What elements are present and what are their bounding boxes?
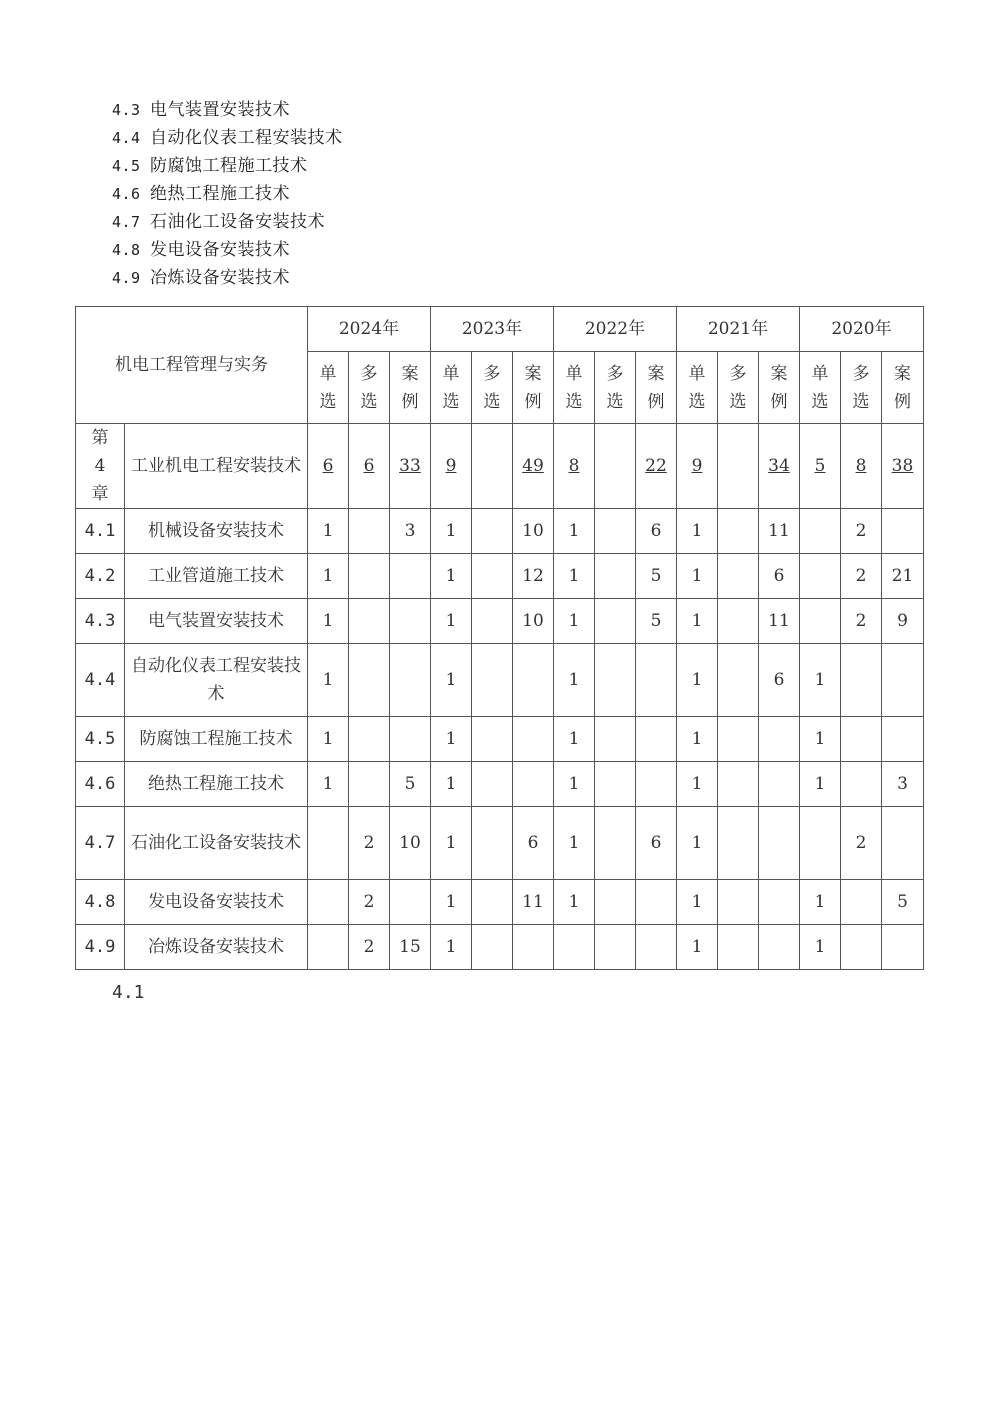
toc-item-number: 4.4: [112, 129, 141, 147]
table-row: [76, 807, 924, 880]
count-cell: 1: [677, 554, 718, 599]
count-cell: 1: [308, 644, 349, 717]
chapter-count-cell[interactable]: 33: [390, 424, 431, 509]
section-title: 防腐蚀工程施工技术: [125, 717, 308, 762]
type-header: 单选: [554, 352, 595, 424]
count-cell: 12: [513, 554, 554, 599]
count-cell: [595, 644, 636, 717]
chapter-count-cell[interactable]: 9: [677, 424, 718, 509]
toc-item-title: 石油化工设备安装技术: [150, 212, 325, 232]
toc-item-title: 电气装置安装技术: [150, 100, 290, 120]
chapter-count-cell[interactable]: 22: [636, 424, 677, 509]
count-cell: 5: [882, 880, 924, 925]
section-number: 4.5: [76, 717, 125, 762]
toc-item: [112, 180, 343, 208]
count-cell: 10: [513, 509, 554, 554]
footer-section-number: 4.1: [112, 982, 145, 1003]
count-cell: [349, 554, 390, 599]
table-row: [76, 599, 924, 644]
count-cell: [513, 762, 554, 807]
count-cell: [513, 644, 554, 717]
count-cell: 1: [677, 880, 718, 925]
count-cell: [595, 762, 636, 807]
count-cell: [718, 717, 759, 762]
count-cell: 11: [759, 599, 800, 644]
count-cell: [472, 599, 513, 644]
count-cell: [882, 509, 924, 554]
count-cell: [718, 762, 759, 807]
count-cell: [759, 717, 800, 762]
count-cell: 2: [841, 599, 882, 644]
chapter-number[interactable]: 第4章: [76, 424, 125, 509]
count-cell: [595, 880, 636, 925]
count-cell: [718, 644, 759, 717]
count-cell: [472, 717, 513, 762]
toc-item-number: 4.3: [112, 101, 141, 119]
count-cell: [718, 925, 759, 970]
count-cell: 9: [882, 599, 924, 644]
count-cell: 1: [431, 807, 472, 880]
count-cell: 2: [841, 509, 882, 554]
count-cell: 1: [554, 554, 595, 599]
count-cell: 1: [308, 509, 349, 554]
count-cell: 2: [841, 554, 882, 599]
count-cell: 6: [513, 807, 554, 880]
count-cell: [882, 807, 924, 880]
count-cell: 1: [554, 807, 595, 880]
chapter-count-cell[interactable]: 6: [349, 424, 390, 509]
count-cell: [718, 880, 759, 925]
count-cell: [882, 644, 924, 717]
count-cell: 1: [677, 509, 718, 554]
count-cell: 5: [390, 762, 431, 807]
count-cell: [308, 807, 349, 880]
toc-item-title: 自动化仪表工程安装技术: [150, 128, 343, 148]
count-cell: 1: [431, 644, 472, 717]
count-cell: 1: [677, 717, 718, 762]
section-title: 发电设备安装技术: [125, 880, 308, 925]
count-cell: [513, 717, 554, 762]
chapter-count-cell[interactable]: 38: [882, 424, 924, 509]
toc-item: [112, 208, 343, 236]
count-cell: [800, 599, 841, 644]
section-title: 自动化仪表工程安装技术: [125, 644, 308, 717]
count-cell: [349, 599, 390, 644]
table-row: [76, 554, 924, 599]
section-number: 4.2: [76, 554, 125, 599]
count-cell: [349, 644, 390, 717]
year-header: 2021年: [677, 307, 800, 352]
section-title: 工业管道施工技术: [125, 554, 308, 599]
type-header: 案例: [513, 352, 554, 424]
count-cell: 11: [513, 880, 554, 925]
section-number: 4.4: [76, 644, 125, 717]
type-header: 案例: [882, 352, 924, 424]
count-cell: [308, 880, 349, 925]
count-cell: [718, 509, 759, 554]
count-cell: [718, 554, 759, 599]
chapter-count-cell[interactable]: [472, 424, 513, 509]
count-cell: [472, 807, 513, 880]
count-cell: 1: [554, 599, 595, 644]
count-cell: 1: [800, 717, 841, 762]
chapter-title[interactable]: 工业机电工程安装技术: [125, 424, 308, 509]
count-cell: [636, 717, 677, 762]
toc-item-title: 防腐蚀工程施工技术: [150, 156, 308, 176]
count-cell: 6: [636, 509, 677, 554]
count-cell: [513, 925, 554, 970]
count-cell: 1: [308, 599, 349, 644]
section-title: 电气装置安装技术: [125, 599, 308, 644]
count-cell: [595, 554, 636, 599]
count-cell: 10: [390, 807, 431, 880]
chapter-count-cell[interactable]: 8: [554, 424, 595, 509]
section-number: 4.7: [76, 807, 125, 880]
count-cell: [759, 807, 800, 880]
count-cell: [349, 762, 390, 807]
table-row: [76, 717, 924, 762]
count-cell: [595, 717, 636, 762]
toc-item: [112, 96, 343, 124]
count-cell: 15: [390, 925, 431, 970]
table-row: [76, 925, 924, 970]
count-cell: [472, 509, 513, 554]
toc-item-number: 4.6: [112, 185, 141, 203]
type-header: 单选: [308, 352, 349, 424]
year-header: 2023年: [431, 307, 554, 352]
type-header: 案例: [390, 352, 431, 424]
count-cell: [390, 880, 431, 925]
count-cell: [595, 807, 636, 880]
section-title: 机械设备安装技术: [125, 509, 308, 554]
count-cell: 1: [431, 880, 472, 925]
count-cell: 1: [431, 717, 472, 762]
chapter-count-cell[interactable]: 49: [513, 424, 554, 509]
count-cell: 1: [554, 717, 595, 762]
toc-item-number: 4.8: [112, 241, 141, 259]
count-cell: 2: [349, 807, 390, 880]
count-cell: 1: [677, 762, 718, 807]
count-cell: [800, 807, 841, 880]
count-cell: 3: [390, 509, 431, 554]
exam-stats-table: [75, 306, 924, 970]
type-header: 多选: [595, 352, 636, 424]
count-cell: 1: [431, 762, 472, 807]
count-cell: 1: [431, 509, 472, 554]
count-cell: 2: [349, 880, 390, 925]
type-header: 单选: [677, 352, 718, 424]
section-number: 4.6: [76, 762, 125, 807]
count-cell: [759, 880, 800, 925]
toc-item-title: 绝热工程施工技术: [150, 184, 290, 204]
toc-item: [112, 152, 343, 180]
count-cell: [882, 925, 924, 970]
table-row: [76, 880, 924, 925]
table-row: [76, 644, 924, 717]
count-cell: [595, 925, 636, 970]
count-cell: [759, 925, 800, 970]
toc-list: [112, 96, 343, 292]
type-header: 多选: [718, 352, 759, 424]
count-cell: [636, 762, 677, 807]
section-title: 绝热工程施工技术: [125, 762, 308, 807]
chapter-count-cell[interactable]: 34: [759, 424, 800, 509]
section-number: 4.3: [76, 599, 125, 644]
count-cell: [308, 925, 349, 970]
count-cell: [759, 762, 800, 807]
count-cell: 1: [677, 599, 718, 644]
count-cell: [472, 644, 513, 717]
type-header: 单选: [800, 352, 841, 424]
count-cell: 1: [554, 509, 595, 554]
chapter-count-cell[interactable]: [718, 424, 759, 509]
chapter-count-cell[interactable]: 8: [841, 424, 882, 509]
count-cell: 1: [431, 554, 472, 599]
count-cell: 1: [308, 554, 349, 599]
count-cell: [472, 880, 513, 925]
count-cell: [841, 925, 882, 970]
toc-item: [112, 264, 343, 292]
toc-item-title: 冶炼设备安装技术: [150, 268, 290, 288]
type-header: 多选: [841, 352, 882, 424]
count-cell: 1: [800, 880, 841, 925]
count-cell: [800, 509, 841, 554]
count-cell: [800, 554, 841, 599]
chapter-row: [76, 424, 924, 509]
chapter-count-cell[interactable]: 6: [308, 424, 349, 509]
count-cell: [841, 644, 882, 717]
count-cell: 11: [759, 509, 800, 554]
type-header: 案例: [759, 352, 800, 424]
chapter-count-cell[interactable]: 5: [800, 424, 841, 509]
year-header: 2024年: [308, 307, 431, 352]
count-cell: [472, 554, 513, 599]
table-title: 机电工程管理与实务: [76, 307, 308, 424]
count-cell: 6: [759, 554, 800, 599]
count-cell: 1: [308, 762, 349, 807]
type-header: 多选: [349, 352, 390, 424]
count-cell: 1: [677, 925, 718, 970]
year-header: 2020年: [800, 307, 924, 352]
section-title: 石油化工设备安装技术: [125, 807, 308, 880]
count-cell: 5: [636, 599, 677, 644]
count-cell: 1: [431, 599, 472, 644]
table-row: [76, 509, 924, 554]
count-cell: 10: [513, 599, 554, 644]
count-cell: [595, 599, 636, 644]
section-number: 4.8: [76, 880, 125, 925]
count-cell: [390, 717, 431, 762]
count-cell: [636, 925, 677, 970]
count-cell: 1: [677, 644, 718, 717]
toc-item-number: 4.5: [112, 157, 141, 175]
section-title: 冶炼设备安装技术: [125, 925, 308, 970]
header-row-years: [76, 307, 924, 352]
toc-item-title: 发电设备安装技术: [150, 240, 290, 260]
count-cell: 1: [800, 925, 841, 970]
toc-item-number: 4.9: [112, 269, 141, 287]
count-cell: [554, 925, 595, 970]
count-cell: [718, 599, 759, 644]
count-cell: 1: [800, 762, 841, 807]
count-cell: 1: [431, 925, 472, 970]
count-cell: 2: [349, 925, 390, 970]
count-cell: [390, 599, 431, 644]
count-cell: [636, 644, 677, 717]
count-cell: [882, 717, 924, 762]
chapter-count-cell[interactable]: [595, 424, 636, 509]
count-cell: [841, 717, 882, 762]
section-number: 4.9: [76, 925, 125, 970]
count-cell: [718, 807, 759, 880]
count-cell: 1: [554, 644, 595, 717]
count-cell: 1: [308, 717, 349, 762]
type-header: 多选: [472, 352, 513, 424]
count-cell: [390, 644, 431, 717]
toc-item: [112, 236, 343, 264]
count-cell: [472, 762, 513, 807]
toc-item: [112, 124, 343, 152]
type-header: 案例: [636, 352, 677, 424]
count-cell: [349, 509, 390, 554]
count-cell: 6: [759, 644, 800, 717]
count-cell: 1: [800, 644, 841, 717]
year-header: 2022年: [554, 307, 677, 352]
toc-item-number: 4.7: [112, 213, 141, 231]
count-cell: [349, 717, 390, 762]
table-row: [76, 762, 924, 807]
count-cell: [636, 880, 677, 925]
chapter-count-cell[interactable]: 9: [431, 424, 472, 509]
count-cell: [595, 509, 636, 554]
count-cell: 21: [882, 554, 924, 599]
count-cell: [390, 554, 431, 599]
count-cell: 1: [554, 762, 595, 807]
count-cell: 5: [636, 554, 677, 599]
count-cell: 2: [841, 807, 882, 880]
count-cell: [841, 880, 882, 925]
count-cell: 1: [677, 807, 718, 880]
count-cell: [841, 762, 882, 807]
count-cell: 3: [882, 762, 924, 807]
section-number: 4.1: [76, 509, 125, 554]
count-cell: 6: [636, 807, 677, 880]
count-cell: [472, 925, 513, 970]
count-cell: 1: [554, 880, 595, 925]
type-header: 单选: [431, 352, 472, 424]
